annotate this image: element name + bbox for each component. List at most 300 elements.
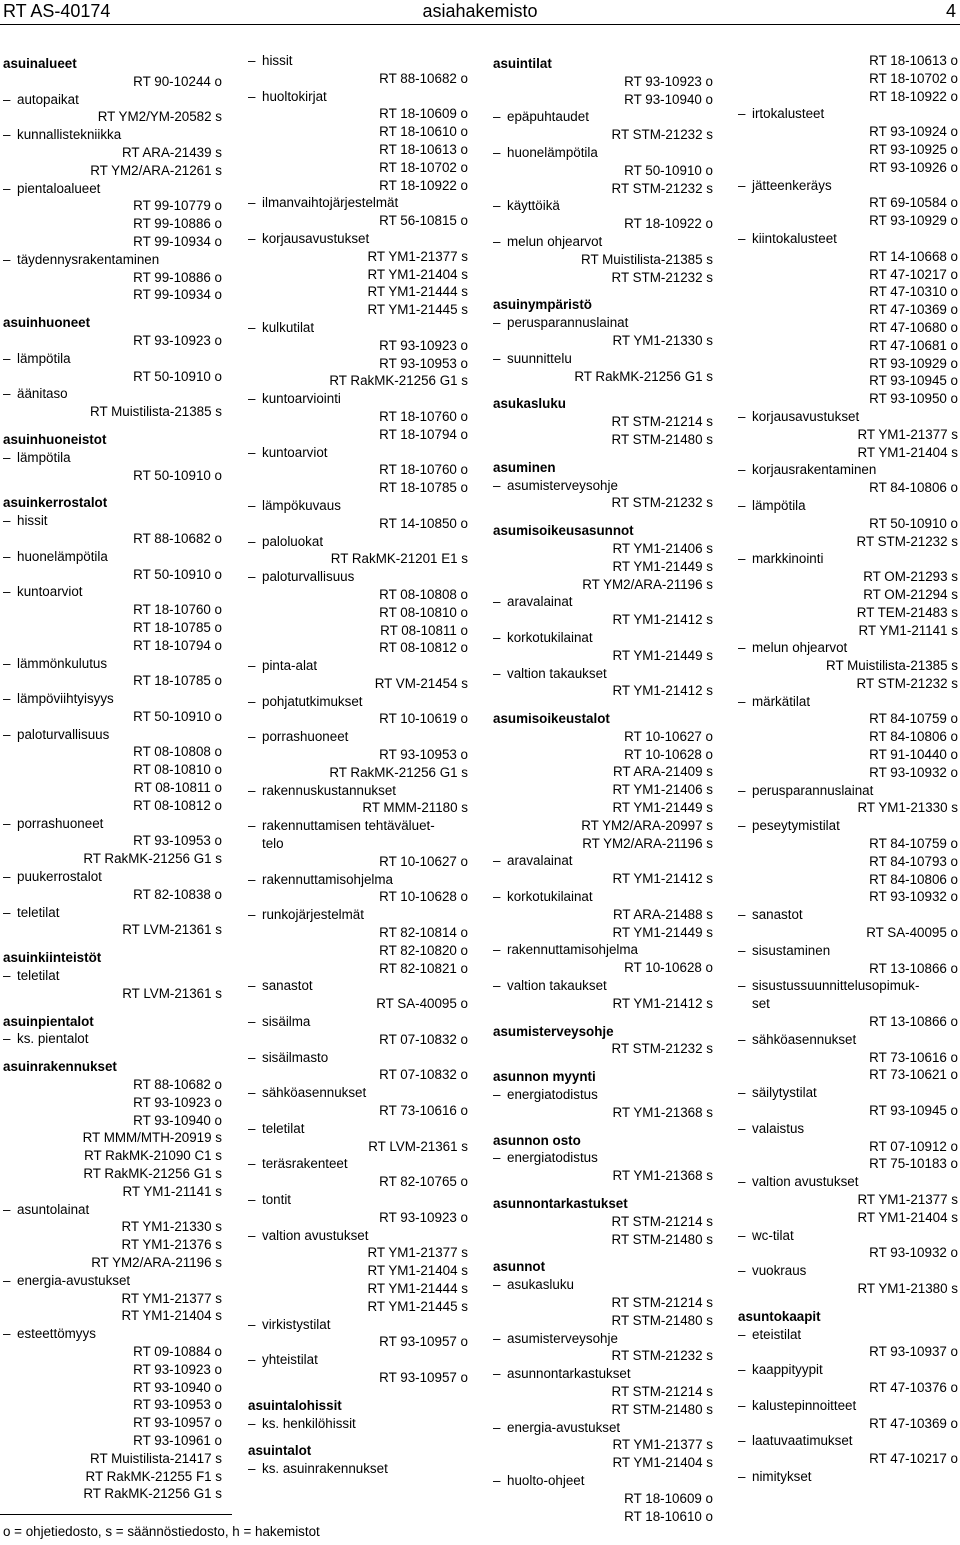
document-reference: RT 93-10926 o xyxy=(869,159,958,175)
index-subentry: – valtion avustukset xyxy=(738,1173,958,1191)
index-heading: asuinkerrostalot xyxy=(3,495,108,511)
document-reference: RT YM1-21330 s xyxy=(121,1219,222,1235)
index-subentry: – huonelämpötila xyxy=(493,144,713,162)
document-reference: RT 82-10820 o xyxy=(379,942,468,958)
document-reference: RT STM-21214 s xyxy=(611,414,713,430)
entry-spacer xyxy=(493,449,713,456)
index-subentry: – kiintokalusteet xyxy=(738,230,958,248)
page-title: asiahakemisto xyxy=(422,1,538,21)
index-subentry: – virkistystilat xyxy=(248,1316,468,1334)
index-subentry: – energia-avustukset xyxy=(493,1419,713,1437)
index-subentry: – täydennysrakentaminen xyxy=(3,251,222,269)
index-subentry: – paloturvallisuus xyxy=(248,568,468,586)
index-subentry: – huoltokirjat xyxy=(248,88,468,106)
document-reference: RT 93-10940 o xyxy=(624,91,713,107)
document-reference: RT YM1-21412 s xyxy=(612,871,713,887)
document-reference: RT 47-10217 o xyxy=(869,1451,958,1467)
index-subentry: – asumisterveysohje xyxy=(493,477,713,495)
document-reference: RT YM1-21377 s xyxy=(121,1290,222,1306)
document-reference: RT 93-10940 o xyxy=(133,1112,222,1128)
index-subentry: – teräsrakenteet xyxy=(248,1155,468,1173)
document-reference: RT 08-10811 o xyxy=(134,780,222,796)
document-reference: RT 18-10794 o xyxy=(133,637,222,653)
document-reference: RT YM1-21449 s xyxy=(612,558,713,574)
entry-spacer xyxy=(3,304,222,311)
index-subentry: – wc-tilat xyxy=(738,1227,958,1245)
document-reference: RT 07-10832 o xyxy=(379,1067,468,1083)
document-reference: RT RakMK-21255 F1 s xyxy=(85,1468,222,1484)
index-subentry: – eteistilat xyxy=(738,1326,958,1344)
index-subentry: – pientaloalueet xyxy=(3,180,222,198)
document-reference: RT STM-21214 s xyxy=(611,1213,713,1229)
index-subentry: – yhteistilat xyxy=(248,1351,468,1369)
index-subentry: – sisäilma xyxy=(248,1013,468,1031)
document-reference: RT MMM/MTH-20919 s xyxy=(82,1130,222,1146)
entry-spacer xyxy=(3,1003,222,1010)
document-reference: RT 13-10866 o xyxy=(869,1014,958,1030)
document-reference: RT STM-21232 s xyxy=(611,269,713,285)
document-reference: RT YM1-21444 s xyxy=(367,1280,468,1296)
document-reference: RT MMM-21180 s xyxy=(362,800,468,816)
document-reference: RT 08-10810 o xyxy=(133,762,222,778)
document-reference: RT 84-10806 o xyxy=(869,729,958,745)
index-subentry: – teletilat xyxy=(3,967,222,985)
index-subentry: – sisustussuunnittelusopimuk- xyxy=(738,977,958,995)
document-reference: RT 82-10814 o xyxy=(379,925,468,941)
index-subentry: – pinta-alat xyxy=(248,657,468,675)
document-reference: RT YM1-21377 s xyxy=(857,1192,958,1207)
document-reference: RT 08-10811 o xyxy=(380,622,468,638)
document-reference: RT 99-10886 o xyxy=(133,216,222,232)
index-subentry: – asuntolainat xyxy=(3,1201,222,1219)
document-reference: RT RakMK-21256 G1 s xyxy=(329,373,468,389)
document-reference: RT 18-10610 o xyxy=(624,1508,713,1524)
document-id: RT AS-40174 xyxy=(3,1,111,21)
document-reference: RT 69-10584 o xyxy=(869,195,958,211)
document-reference: RT YM1-21404 s xyxy=(367,1263,468,1279)
index-heading: asumisterveysohje xyxy=(493,1023,614,1039)
document-reference: RT RakMK-21256 G1 s xyxy=(329,764,468,780)
document-reference: RT STM-21232 s xyxy=(856,533,958,549)
entry-spacer xyxy=(493,700,713,707)
entry-spacer xyxy=(493,1058,713,1065)
document-reference: RT 47-10376 o xyxy=(869,1379,958,1395)
index-subentry: – äänitaso xyxy=(3,385,222,403)
document-reference: RT 93-10925 o xyxy=(869,141,958,157)
index-subentry: – perusparannuslainat xyxy=(738,782,958,800)
document-reference: RT 93-10932 o xyxy=(869,764,958,780)
document-reference: RT ARA-21409 s xyxy=(613,764,713,780)
document-reference: RT 18-10609 o xyxy=(624,1490,713,1506)
document-reference: RT LVM-21361 s xyxy=(122,985,222,1001)
entry-spacer xyxy=(493,1248,713,1255)
index-heading: asuinkiinteistöt xyxy=(3,950,102,966)
index-subentry: – asumisterveysohje xyxy=(493,1330,713,1348)
index-subentry: – porrashuoneet xyxy=(3,815,222,833)
document-reference: RT 47-10369 o xyxy=(869,1415,958,1431)
document-reference: RT 18-10785 o xyxy=(133,673,222,689)
document-reference: RT YM1-21412 s xyxy=(612,683,713,699)
index-subentry: – peseytymistilat xyxy=(738,817,958,835)
index-subentry: – käyttöikä xyxy=(493,197,713,215)
entry-spacer xyxy=(248,1432,468,1439)
document-reference: RT YM2/ARA-21196 s xyxy=(582,835,713,851)
document-reference: RT 13-10866 o xyxy=(869,960,958,976)
index-heading: asunnon osto xyxy=(493,1132,581,1148)
entry-spacer xyxy=(3,1048,222,1055)
index-heading: asuntokaapit xyxy=(738,1308,821,1324)
document-reference: RT 93-10945 o xyxy=(869,373,958,389)
index-subentry: – kaappityypit xyxy=(738,1361,958,1379)
index-subentry: – asunnontarkastukset xyxy=(493,1365,713,1383)
index-subentry: – valaistus xyxy=(738,1120,958,1138)
document-reference: RT 47-10680 o xyxy=(869,319,958,335)
index-heading: asuinpientalot xyxy=(3,1013,94,1029)
document-reference: RT 10-10619 o xyxy=(379,711,468,727)
index-subentry: – sähköasennukset xyxy=(738,1031,958,1049)
document-reference: RT YM1-21141 s xyxy=(122,1183,222,1199)
document-reference: RT RakMK-21090 C1 s xyxy=(84,1148,222,1164)
document-reference: RT 93-10945 o xyxy=(869,1103,958,1119)
index-heading: asunnon myynti xyxy=(493,1069,596,1085)
document-reference: RT 93-10940 o xyxy=(133,1379,222,1395)
document-reference: RT 75-10183 o xyxy=(869,1156,958,1172)
document-reference: RT 07-10912 o xyxy=(869,1138,958,1154)
document-reference: RT RakMK-21256 G1 s xyxy=(83,1166,222,1182)
index-heading: asuintilat xyxy=(493,56,552,71)
document-reference: RT 50-10910 o xyxy=(624,162,713,178)
document-reference: RT YM1-21377 s xyxy=(367,1245,468,1261)
document-reference: RT ARA-21488 s xyxy=(613,906,713,922)
index-subentry: – sanastot xyxy=(738,906,958,924)
document-reference: RT 08-10808 o xyxy=(133,744,222,760)
document-reference: RT YM1-21330 s xyxy=(857,800,958,816)
index-column-3 xyxy=(493,52,713,1525)
document-reference: RT 99-10934 o xyxy=(133,233,222,249)
index-subentry: – märkätilat xyxy=(738,693,958,711)
document-reference: RT VM-21454 s xyxy=(374,675,468,691)
document-reference: RT 88-10682 o xyxy=(133,530,222,546)
document-reference: RT YM1-21449 s xyxy=(612,800,713,816)
document-reference: RT 56-10815 o xyxy=(379,213,468,229)
document-reference: RT 47-10369 o xyxy=(869,302,958,318)
document-reference: RT 18-10760 o xyxy=(379,462,468,478)
document-reference: RT 93-10923 o xyxy=(133,1094,222,1110)
index-heading: asuminen xyxy=(493,459,556,475)
document-reference: RT YM1-21445 s xyxy=(367,1298,468,1314)
document-reference: RT YM1-21368 s xyxy=(612,1168,713,1184)
page-number: 4 xyxy=(945,1,956,21)
document-reference: RT 84-10793 o xyxy=(869,853,958,869)
entry-spacer xyxy=(493,1185,713,1192)
document-reference: RT 10-10628 o xyxy=(379,889,468,905)
document-reference: RT YM2/ARA-21261 s xyxy=(90,162,222,178)
index-subentry: – hissit xyxy=(248,52,468,70)
document-reference: RT SA-40095 o xyxy=(376,996,468,1012)
index-subentry: – porrashuoneet xyxy=(248,728,468,746)
index-subentry: – korkotukilainat xyxy=(493,629,713,647)
index-subentry: – sisäilmasto xyxy=(248,1049,468,1067)
document-reference: RT 88-10682 o xyxy=(133,1077,222,1093)
document-reference: RT Muistilista-21385 s xyxy=(581,251,713,267)
document-reference: RT 99-10934 o xyxy=(133,287,222,303)
document-reference: RT OM-21294 s xyxy=(863,586,958,602)
index-subentry: – vuokraus xyxy=(738,1262,958,1280)
index-subentry: – nimitykset xyxy=(738,1468,958,1486)
document-reference: RT STM-21480 s xyxy=(611,1312,713,1328)
document-reference: RT STM-21232 s xyxy=(856,675,958,691)
index-subentry: – kulkutilat xyxy=(248,319,468,337)
index-subentry: – energia-avustukset xyxy=(3,1272,222,1290)
index-subentry: – jätteenkeräys xyxy=(738,177,958,195)
document-reference: RT 93-10932 o xyxy=(869,889,958,905)
document-reference: RT 84-10759 o xyxy=(869,711,958,727)
document-reference: RT Muistilista-21385 s xyxy=(826,658,958,674)
index-subentry: – tontit xyxy=(248,1191,468,1209)
document-reference: RT 08-10810 o xyxy=(379,604,468,620)
document-reference: RT 93-10953 o xyxy=(133,833,222,849)
index-subentry: – epäpuhtaudet xyxy=(493,108,713,126)
document-reference: RT 50-10910 o xyxy=(133,708,222,724)
index-heading: asumisoikeustalot xyxy=(493,711,610,727)
document-reference: RT 47-10217 o xyxy=(869,266,958,282)
index-subentry: – korjausrakentaminen xyxy=(738,461,958,479)
index-subentry: – valtion takaukset xyxy=(493,665,713,683)
document-reference: RT 90-10244 o xyxy=(133,73,222,89)
document-reference: RT YM1-21404 s xyxy=(367,266,468,282)
index-subentry: – lämpötila xyxy=(3,350,222,368)
document-reference: RT 50-10910 o xyxy=(133,368,222,384)
index-subentry: – energiatodistus xyxy=(493,1086,713,1104)
index-subentry: – irtokalusteet xyxy=(738,105,958,123)
document-reference: RT YM1-21404 s xyxy=(857,444,958,460)
footer-legend: o = ohjetiedosto, s = säännöstiedosto, h = hakemistot xyxy=(3,1524,320,1539)
document-reference: RT YM1-21404 s xyxy=(857,1209,958,1225)
document-reference: RT 18-10613 o xyxy=(869,53,958,68)
document-reference: RT 73-10616 o xyxy=(379,1103,468,1119)
document-reference: RT 93-10950 o xyxy=(869,391,958,407)
index-subentry: – rakennuttamisohjelma xyxy=(493,941,713,959)
document-reference: RT 14-10850 o xyxy=(379,515,468,531)
document-reference: RT 93-10953 o xyxy=(379,355,468,371)
index-subentry: – korkotukilainat xyxy=(493,888,713,906)
index-subentry: – perusparannuslainat xyxy=(493,314,713,332)
document-reference: RT SA-40095 o xyxy=(866,925,958,941)
index-subentry: – kuntoarviointi xyxy=(248,390,468,408)
entry-spacer xyxy=(3,939,222,946)
document-reference: RT 93-10932 o xyxy=(869,1245,958,1261)
entry-spacer xyxy=(248,1387,468,1394)
index-subentry: – asukasluku xyxy=(493,1276,713,1294)
document-reference: RT YM1-21368 s xyxy=(612,1104,713,1120)
index-subentry: – rakennuskustannukset xyxy=(248,782,468,800)
document-reference: RT YM2/YM-20582 s xyxy=(97,109,222,125)
document-reference: RT YM1-21406 s xyxy=(612,782,713,798)
document-reference: RT 99-10886 o xyxy=(133,269,222,285)
document-reference: RT 10-10628 o xyxy=(624,746,713,762)
index-subentry: – lämmönkulutus xyxy=(3,655,222,673)
index-subentry: – teletilat xyxy=(248,1120,468,1138)
document-reference: RT YM1-21376 s xyxy=(121,1237,222,1253)
entry-spacer xyxy=(493,286,713,293)
document-reference: RT 93-10929 o xyxy=(869,213,958,229)
document-reference: RT 18-10794 o xyxy=(379,426,468,442)
document-reference: RT YM2/ARA-20997 s xyxy=(581,817,713,833)
document-reference: RT 18-10760 o xyxy=(379,408,468,424)
document-reference: RT YM1-21444 s xyxy=(367,284,468,300)
index-subentry: – valtion takaukset xyxy=(493,977,713,995)
index-subentry: – kuntoarviot xyxy=(3,583,222,601)
document-reference: RT 09-10884 o xyxy=(133,1343,222,1359)
document-reference: RT YM1-21404 s xyxy=(121,1308,222,1324)
index-subentry: – sisustaminen xyxy=(738,942,958,960)
document-reference: RT STM-21214 s xyxy=(611,1383,713,1399)
document-reference: RT 82-10821 o xyxy=(379,960,468,976)
page-header xyxy=(0,0,960,25)
document-reference: RT STM-21480 s xyxy=(611,431,713,447)
document-reference: RT 93-10953 o xyxy=(379,747,468,763)
index-subentry: set xyxy=(752,996,770,1012)
document-reference: RT 18-10610 o xyxy=(379,124,468,140)
index-column-1 xyxy=(3,52,222,1503)
document-reference: RT 08-10812 o xyxy=(133,797,222,813)
index-heading: asumisoikeusasunnot xyxy=(493,523,634,539)
index-subentry: – suunnittelu xyxy=(493,350,713,368)
index-subentry: – ks. henkilöhissit xyxy=(248,1415,468,1433)
document-reference: RT LVM-21361 s xyxy=(122,922,222,938)
document-reference: RT STM-21232 s xyxy=(611,495,713,511)
entry-spacer xyxy=(3,484,222,491)
document-reference: RT YM2/ARA-21196 s xyxy=(91,1255,222,1270)
document-reference: RT 73-10621 o xyxy=(869,1067,958,1083)
footer-divider xyxy=(0,1514,232,1515)
index-subentry: – rakennuttamisen tehtäväluet- xyxy=(248,817,468,835)
document-reference: RT 10-10627 o xyxy=(379,853,468,869)
document-reference: RT OM-21293 s xyxy=(863,569,958,585)
document-reference: RT STM-21480 s xyxy=(611,1401,713,1417)
index-subentry: – säilytystilat xyxy=(738,1084,958,1102)
document-reference: RT 82-10838 o xyxy=(133,886,222,902)
document-reference: RT RakMK-21256 G1 s xyxy=(83,851,222,867)
document-reference: RT STM-21214 s xyxy=(611,1295,713,1310)
index-subentry: – ilmanvaihtojärjestelmät xyxy=(248,194,468,212)
document-reference: RT 88-10682 o xyxy=(379,70,468,86)
index-subentry: – laatuvaatimukset xyxy=(738,1432,958,1450)
index-subentry: – kuntoarviot xyxy=(248,444,468,462)
document-reference: RT 93-10923 o xyxy=(379,1209,468,1225)
document-reference: RT 47-10681 o xyxy=(869,337,958,353)
index-heading: asuinrakennukset xyxy=(3,1059,117,1075)
document-reference: RT 93-10957 o xyxy=(133,1415,222,1431)
index-heading: asuinympäristö xyxy=(493,297,592,313)
document-reference: RT 84-10806 o xyxy=(869,480,958,496)
document-reference: RT YM1-21412 s xyxy=(612,995,713,1011)
entry-spacer xyxy=(493,1122,713,1129)
document-reference: RT 93-10957 o xyxy=(379,1334,468,1350)
document-reference: RT 08-10808 o xyxy=(379,586,468,602)
index-subentry: – kalustepinnoitteet xyxy=(738,1397,958,1415)
index-subentry: – aravalainat xyxy=(493,852,713,870)
document-reference: RT 47-10310 o xyxy=(869,284,958,300)
document-reference: RT 18-10702 o xyxy=(379,159,468,175)
entry-spacer xyxy=(493,385,713,392)
index-subentry: – puukerrostalot xyxy=(3,868,222,886)
document-reference: RT 93-10923 o xyxy=(133,1361,222,1377)
document-reference: RT 93-10923 o xyxy=(133,332,222,348)
index-column-4 xyxy=(738,52,958,1486)
index-subentry: – autopaikat xyxy=(3,91,222,109)
document-reference: RT RakMK-21256 G1 s xyxy=(83,1486,222,1502)
document-reference: RT RakMK-21256 G1 s xyxy=(574,368,713,384)
document-reference: RT 18-10785 o xyxy=(379,480,468,496)
document-reference: RT YM1-21445 s xyxy=(367,302,468,318)
document-reference: RT 10-10627 o xyxy=(624,728,713,744)
document-reference: RT YM1-21377 s xyxy=(367,248,468,264)
index-subentry: – lämpötila xyxy=(738,497,958,515)
document-reference: RT 84-10759 o xyxy=(869,836,958,852)
document-reference: RT 93-10937 o xyxy=(869,1344,958,1360)
document-reference: RT STM-21480 s xyxy=(611,1231,713,1247)
index-subentry: – hissit xyxy=(3,512,222,530)
document-reference: RT 18-10922 o xyxy=(869,88,958,104)
index-subentry: – melun ohjearvot xyxy=(493,233,713,251)
document-reference: RT 93-10953 o xyxy=(133,1397,222,1413)
document-reference: RT 18-10609 o xyxy=(379,106,468,122)
document-reference: RT 18-10760 o xyxy=(133,602,222,618)
document-reference: RT 18-10785 o xyxy=(133,619,222,635)
document-reference: RT 91-10440 o xyxy=(869,747,958,763)
index-heading: asunnot xyxy=(493,1259,546,1275)
document-reference: RT 10-10628 o xyxy=(624,960,713,976)
index-heading: asuinalueet xyxy=(3,56,77,71)
index-subentry: – sanastot xyxy=(248,977,468,995)
document-reference: RT 82-10765 o xyxy=(379,1174,468,1190)
index-subentry: – lämpöviihtyisyys xyxy=(3,690,222,708)
index-subentry: – ks. pientalot xyxy=(3,1030,222,1048)
document-reference: RT 84-10806 o xyxy=(869,871,958,887)
document-reference: RT 73-10616 o xyxy=(869,1049,958,1065)
document-reference: RT 93-10929 o xyxy=(869,355,958,371)
index-subentry: – paloluokat xyxy=(248,533,468,551)
index-subentry: – korjausavustukset xyxy=(738,408,958,426)
document-reference: RT YM1-21449 s xyxy=(612,647,713,663)
index-heading: asuintalot xyxy=(248,1443,312,1459)
index-subentry: – valtion avustukset xyxy=(248,1227,468,1245)
document-reference: RT YM1-21412 s xyxy=(612,612,713,628)
document-reference: RT 99-10779 o xyxy=(133,198,222,214)
document-reference: RT RakMK-21201 E1 s xyxy=(330,551,468,567)
index-heading: asuinhuoneistot xyxy=(3,431,107,447)
document-reference: RT 18-10922 o xyxy=(379,177,468,193)
index-column-2 xyxy=(248,52,468,1478)
document-reference: RT YM1-21449 s xyxy=(612,924,713,940)
document-reference: RT Muistilista-21417 s xyxy=(90,1450,222,1466)
index-subentry: – runkojärjestelmät xyxy=(248,906,468,924)
index-subentry: – aravalainat xyxy=(493,593,713,611)
document-reference: RT 18-10922 o xyxy=(624,216,713,232)
document-reference: RT 18-10702 o xyxy=(869,70,958,86)
document-reference: RT STM-21232 s xyxy=(611,1348,713,1364)
document-reference: RT ARA-21439 s xyxy=(122,144,222,160)
index-heading: asuintalohissit xyxy=(248,1397,342,1413)
index-heading: asunnontarkastukset xyxy=(493,1196,628,1212)
index-subentry: – lämpökuvaus xyxy=(248,497,468,515)
document-reference: RT YM1-21330 s xyxy=(612,332,713,348)
document-reference: RT 93-10957 o xyxy=(379,1369,468,1385)
index-subentry: – huolto-ohjeet xyxy=(493,1472,713,1490)
document-reference: RT YM1-21404 s xyxy=(612,1455,713,1471)
index-heading: asukasluku xyxy=(493,396,566,412)
